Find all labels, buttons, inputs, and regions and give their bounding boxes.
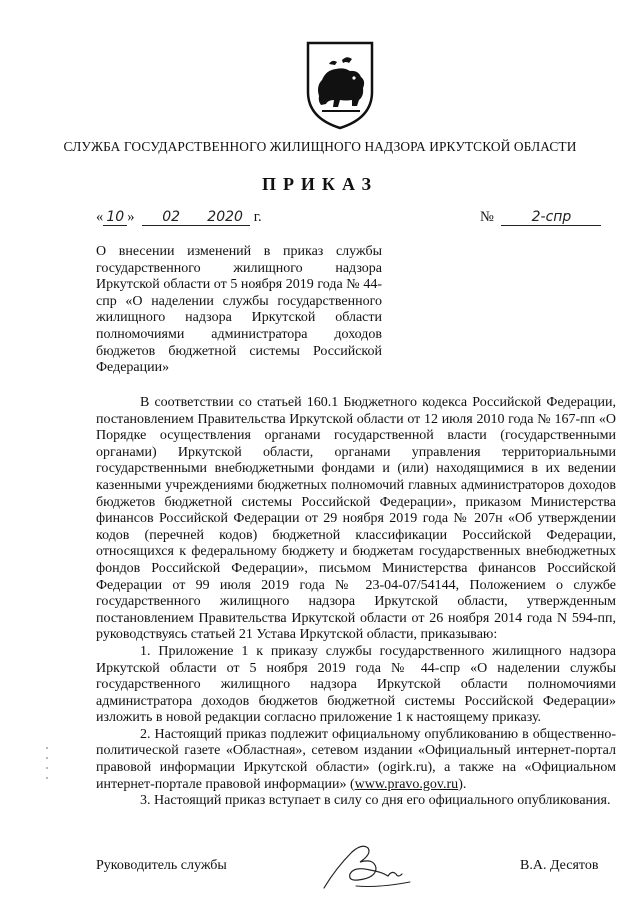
item-1-paragraph: 1. Приложение 1 к приказу службы государственного жилищного надзора Иркутской области от 5 ноября 2019 года № 44-спр «О наделении службы государственного жилищного надзора Иркутской области полномочиями администратора доходов бюджетов бюджетной системы Российской Федерации» изложить в новой редакции согласно приложение 1 к настоящему приказу. (96, 643, 616, 726)
coat-of-arms-icon (304, 40, 376, 130)
item-2-text: 2. Настоящий приказ подлежит официальному опубликованию в общественно-политической газете «Областная», сетевом издании «Официальный интернет-портал правовой информации Иркутской области» (ogirk.ru), а также на «Официальном интернет-портале правовой информации» ( (96, 726, 616, 792)
date-day: 10 (103, 210, 127, 226)
organization-name: СЛУЖБА ГОСУДАРСТВЕННОГО ЖИЛИЩНОГО НАДЗОРА ИРКУТСКОЙ ОБЛАСТИ (63, 139, 577, 154)
handwritten-signature-icon (318, 838, 426, 894)
number-value: 2-спр (501, 210, 601, 226)
item-2-text-end: ). (458, 776, 467, 792)
date-month: 02 (142, 210, 200, 226)
pravo-gov-link[interactable]: www.pravo.gov.ru (354, 776, 459, 792)
preamble-paragraph: В соответствии со статьей 160.1 Бюджетного кодекса Российской Федерации, постановлением Правительства Иркутской области от 12 июля 2010 года № 167-пп «О Порядке осуществления органами государственной власти (государственными органами) Иркутской области, органами управления территориальными государственными внебюджетными фондами и (или) находящимися в их ведении казенными учреждениями бюджетных полномочий главных администраторов доходов бюджетов бюджетной системы Российской Федерации», приказом Министерства финансов Российской Федерации от 29 ноября 2019 года № 207н «Об утверждении кодов (перечней кодов) бюджетной классификации Российской Федерации, относящихся к федеральному бюджету и бюджетам государственных внебюджетных фондов Российской Федерации», письмом Министерства финансов Российской Федерации от 99 июля 2019 года № 23-04-07/54144, Положением о службе государственного жилищного надзора Иркутской области, утвержденным постановлением Правительства Иркутской области от 26 ноября 2014 года N 594-пп, руководствуясь статьей 21 Устава Иркутской области, приказываю: (96, 395, 616, 643)
item-3-paragraph: 3. Настоящий приказ вступает в силу со дня его официального опубликования. (140, 793, 611, 809)
signatory-role: Руководитель службы (96, 858, 227, 873)
order-number (480, 209, 601, 226)
date-open-quote: « (96, 209, 104, 225)
date-year: 2020 (200, 210, 250, 226)
order-body (96, 395, 616, 810)
signatory-name: В.А. Десятов (520, 858, 599, 873)
number-sign: № (480, 209, 494, 225)
margin-dots-mark (44, 744, 50, 784)
order-subject: О внесении изменений в приказ службы государственного жилищного надзора Иркутской области от 5 ноября 2019 года № 44-спр «О наделении службы государственного жилищного надзора Иркутской области полномочиями администратора доходов бюджетов бюджетной системы Российской Федерации» (96, 244, 382, 376)
document-title: ПРИКАЗ (261, 174, 379, 194)
date-year-suffix: г. (253, 209, 262, 225)
order-date (96, 209, 262, 226)
date-close-quote: » (127, 209, 135, 225)
item-2-paragraph (96, 727, 616, 793)
